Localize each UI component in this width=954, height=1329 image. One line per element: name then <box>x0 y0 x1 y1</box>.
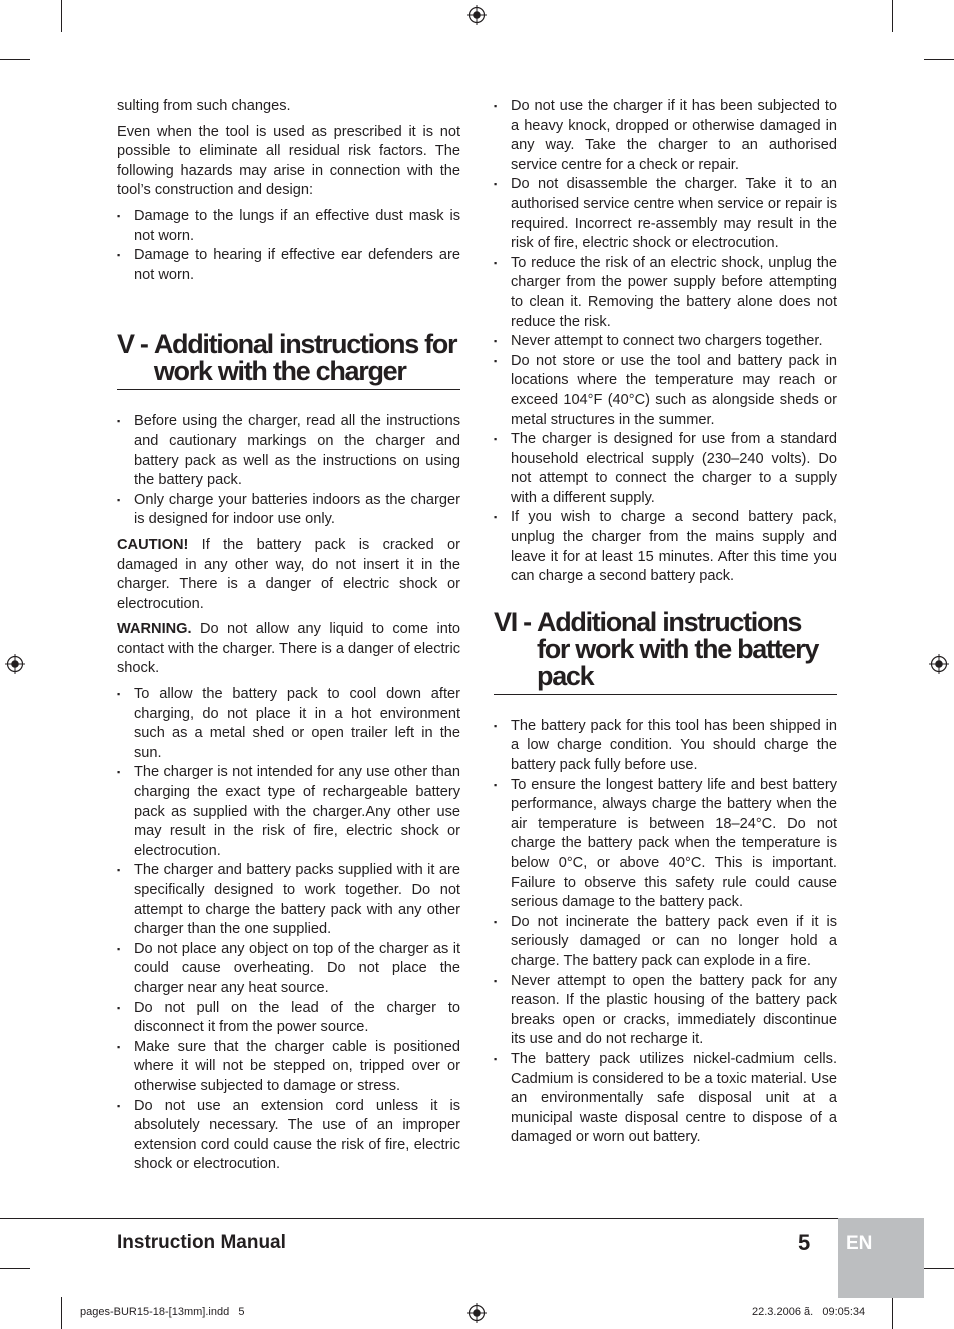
section-number: V - <box>117 329 154 360</box>
list-item: ▪ Never attempt to connect two chargers together. <box>494 332 837 352</box>
list-item: ▪ Do not pull on the lead of the charger to disconnect it from the power source. <box>117 999 460 1038</box>
list-item: ▪ Do not incinerate the battery pack even if it is seriously damaged or can no longer hold a charge. The battery pack can explode in a fire. <box>494 913 837 972</box>
crop-mark <box>892 1297 893 1329</box>
caution-paragraph <box>117 536 460 614</box>
left-column <box>117 97 460 1181</box>
charger-list-2 <box>117 685 460 1175</box>
language-tab <box>838 1218 924 1298</box>
list-item: ▪ If you wish to charge a second battery pack, unplug the charger from the mains supply and leave it for at least 15 minutes. After this time you can charge a second battery pack. <box>494 508 837 586</box>
crop-mark <box>61 0 62 32</box>
section-v-heading <box>117 331 460 390</box>
list-item: ▪ The battery pack utilizes nickel-cadmium cells. Cadmium is considered to be a toxic material. Use an environmentally safe disposal unit at a municipal waste disposal centre to dispose of a damaged or worn out battery. <box>494 1050 837 1148</box>
charger-list-3 <box>494 97 837 587</box>
section-number: VI - <box>494 606 538 637</box>
list-item: ▪ To ensure the longest battery life and best battery performance, always charge the battery when the air temperature is between 18–24°C. Do not charge the battery pack when the temperature is below 0°C, or above 40°C. This is important. Failure to observe this safety rule could cause serious damage to the battery pack. <box>494 776 837 913</box>
caution-label: CAUTION! <box>117 536 189 553</box>
warning-paragraph <box>117 620 460 679</box>
registration-mark-icon <box>467 1303 487 1323</box>
slug-timestamp: 22.3.2006 ã. 09:05:34 <box>752 1306 866 1318</box>
crop-mark <box>61 1297 62 1329</box>
section-title: Additional instructions for work with the battery pack <box>537 606 819 691</box>
list-item: ▪ To allow the battery pack to cool down after charging, do not place it in a hot environment such as a metal shed or open trailer left in the sun. <box>117 685 460 763</box>
registration-mark-icon <box>467 5 487 25</box>
language-code: EN <box>846 1233 873 1254</box>
footer-title: Instruction Manual <box>117 1232 286 1253</box>
list-item: ▪ The charger is designed for use from a standard household electrical supply (230–240 volts). Do not attempt to connect the charger to a supply with a different supply. <box>494 430 837 508</box>
list-item: ▪ Never attempt to open the battery pack for any reason. If the plastic housing of the battery pack breaks open or cracks, immediately discontinue its use and do not recharge it. <box>494 972 837 1050</box>
crop-mark <box>924 1268 954 1269</box>
list-item: ▪ To reduce the risk of an electric shock, unplug the charger from the power supply before attempting to clean it. Removing the battery alone does not reduce the risk. <box>494 254 837 332</box>
list-item: ▪ Do not use an extension cord unless it is absolutely necessary. The use of an improper extension cord could cause the risk of fire, electric shock or electrocution. <box>117 1097 460 1175</box>
list-item: ▪ Make sure that the charger cable is positioned where it will not be stepped on, tripped over or otherwise subjected to damage or stress. <box>117 1038 460 1097</box>
hazard-list <box>117 207 460 285</box>
slug-file: pages-BUR15-18-[13mm].indd 5 <box>80 1306 245 1318</box>
battery-list <box>494 717 837 1148</box>
section-title: Additional instructions for work with the charger <box>153 329 457 387</box>
caution-text: If the battery pack is cracked or damaged in any other way, do not insert it in the charger. There is a danger of electric shock or electrocution. <box>117 536 460 612</box>
crop-mark <box>892 0 893 32</box>
list-item: ▪ Before using the charger, read all the instructions and cautionary markings on the charger and battery pack as well as the instructions on using the battery pack. <box>117 412 460 490</box>
warning-text: Do not allow any liquid to come into contact with the charger. There is a danger of electric shock. <box>117 621 460 677</box>
list-item: ▪ Do not use the charger if it has been subjected to a heavy knock, dropped or otherwise damaged in any way. Take the charger to an authorised service centre for a check or repair. <box>494 97 837 175</box>
charger-list-1 <box>117 412 460 530</box>
list-item: ▪ The charger is not intended for any use other than charging the exact type of rechargeable battery pack as supplied with the charger.Any other use may result in the risk of fire, electric shock or electrocution. <box>117 763 460 861</box>
list-item: ▪ The battery pack for this tool has been shipped in a low charge condition. You should charge the battery pack fully before use. <box>494 717 837 776</box>
section-vi-heading <box>494 606 837 695</box>
crop-mark <box>924 59 954 60</box>
registration-mark-icon <box>5 654 25 674</box>
right-column <box>494 97 837 1154</box>
crop-mark <box>0 59 30 60</box>
list-item: ▪ The charger and battery packs supplied with it are specifically designed to work together. Do not attempt to charge the battery pack with any other charger than the one supplied. <box>117 861 460 939</box>
list-item: ▪ Damage to the lungs if an effective dust mask is not worn. <box>117 207 460 246</box>
list-item: ▪ Do not disassemble the charger. Take it to an authorised service centre when service or repair is required. Incorrect re-assembly may result in the risk of fire, electric shock or electrocution. <box>494 175 837 253</box>
warning-label: WARNING. <box>117 621 192 638</box>
list-item: ▪ Damage to hearing if effective ear defenders are not worn. <box>117 246 460 285</box>
crop-mark <box>0 1268 30 1269</box>
intro-fragment: sulting from such changes. <box>117 98 291 114</box>
footer-rule <box>0 1218 838 1219</box>
list-item: ▪ Do not place any object on top of the charger as it could cause overheating. Do not place the charger near any heat source. <box>117 940 460 999</box>
page-number: 5 <box>798 1230 811 1255</box>
registration-mark-icon <box>929 654 949 674</box>
list-item: ▪ Do not store or use the tool and battery pack in locations where the temperature may reach or exceed 104°F (40°C) such as alongside sheds or metal structures in the summer. <box>494 352 837 430</box>
residual-risk-paragraph: Even when the tool is used as prescribed it is not possible to eliminate all residual risk factors. The following hazards may arise in connection with the tool’s construction and design: <box>117 123 460 199</box>
list-item: ▪ Only charge your batteries indoors as the charger is designed for indoor use only. <box>117 491 460 530</box>
